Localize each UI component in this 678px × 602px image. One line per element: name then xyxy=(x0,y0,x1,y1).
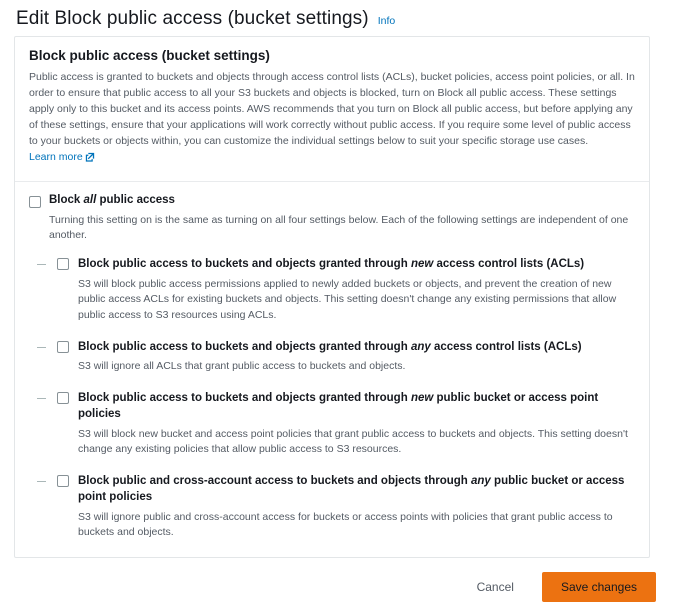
block-all-public-access-help: Turning this setting on is the same as turning on all four settings below. Each of the following settings are independent of one another. xyxy=(49,213,629,242)
label-before: Block xyxy=(49,193,84,206)
page-header xyxy=(14,0,664,36)
tree-branch-icon xyxy=(37,347,46,348)
label-after: access control lists (ACLs) xyxy=(430,340,582,353)
page-title: Edit Block public access (bucket settings) xyxy=(16,8,369,29)
sub-setting-new-acls-checkbox[interactable] xyxy=(57,258,69,270)
info-link[interactable]: Info xyxy=(377,15,396,27)
label-emphasis: any xyxy=(471,475,491,488)
label-before: Block public access to buckets and objects granted through xyxy=(78,258,411,271)
sub-settings-list xyxy=(37,256,635,541)
sub-setting-new-acls-label xyxy=(78,256,635,272)
sub-setting-any-acls-checkbox[interactable] xyxy=(57,341,69,353)
label-after: public access xyxy=(96,193,175,206)
learn-more-label: Learn more xyxy=(29,150,83,163)
block-all-public-access-label xyxy=(49,194,175,206)
sub-setting-new-policies-help: S3 will block new bucket and access point policies that grant public access to buckets and objects. This setting doesn't change any existing policies that allow public access to S3 resources. xyxy=(78,427,628,456)
sub-setting-any-policies-help: S3 will ignore public and cross-account access for buckets or access points with policies that grant public access to buckets and objects. xyxy=(78,510,613,539)
label-before: Block public and cross-account access to buckets and objects through xyxy=(78,475,472,488)
sub-setting-any-acls[interactable] xyxy=(37,339,635,375)
form-actions xyxy=(14,572,664,602)
label-emphasis: any xyxy=(410,340,431,353)
label-emphasis: all xyxy=(83,193,97,206)
tree-branch-icon xyxy=(37,398,46,399)
card-description xyxy=(29,70,635,168)
sub-setting-new-policies-text xyxy=(78,390,635,458)
label-before: Block public access to buckets and objects granted through xyxy=(78,391,411,404)
sub-setting-any-policies-label xyxy=(78,473,635,506)
external-link-icon xyxy=(85,152,95,168)
sub-setting-new-policies[interactable] xyxy=(37,390,635,458)
block-public-access-card xyxy=(14,36,650,558)
sub-setting-new-acls[interactable] xyxy=(37,256,635,324)
learn-more-link[interactable] xyxy=(29,151,95,163)
sub-setting-new-acls-help: S3 will block public access permissions applied to newly added buckets or objects, and prevent the creation of new public access ACLs for existing buckets and objects. This setting doesn't change any existing permissions that allow public access to S3 resources using ACLs. xyxy=(78,277,617,322)
label-before: Block public access to buckets and objects granted through xyxy=(78,340,411,353)
label-emphasis: new xyxy=(410,391,434,404)
sub-setting-any-acls-help: S3 will ignore all ACLs that grant public access to buckets and objects. xyxy=(78,360,406,373)
sub-setting-any-policies[interactable] xyxy=(37,473,635,541)
tree-branch-icon xyxy=(37,264,46,265)
tree-branch-icon xyxy=(37,481,46,482)
block-all-public-access-checkbox[interactable] xyxy=(29,196,41,208)
label-after: access control lists (ACLs) xyxy=(433,258,585,271)
save-changes-button[interactable]: Save changes xyxy=(542,572,656,602)
sub-setting-any-policies-text xyxy=(78,473,635,541)
sub-setting-new-policies-label xyxy=(78,390,635,423)
cancel-button[interactable]: Cancel xyxy=(467,574,524,600)
card-description-text: Public access is granted to buckets and objects through access control lists (ACLs), bucket policies, access point policies, or all. In order to ensure that public access to all your S3 buckets and objects is blocked, turn on Block all public access. These settings apply only to this bucket and its access points. AWS recommends that you turn on Block all public access, but before applying any of these settings, ensure that your applications will work correctly without public access. If you require some level of public access to your buckets or objects within, you can customize the individual settings below to suit your specific storage use cases. xyxy=(29,71,635,147)
sub-setting-any-policies-checkbox[interactable] xyxy=(57,475,69,487)
sub-setting-new-acls-text xyxy=(78,256,635,324)
card-title: Block public access (bucket settings) xyxy=(29,48,270,63)
label-after: public bucket or access point policies xyxy=(78,475,625,504)
label-emphasis: new xyxy=(410,258,434,271)
sub-setting-any-acls-text xyxy=(78,339,582,375)
label-after: public bucket or access point policies xyxy=(78,391,599,421)
card-body xyxy=(15,182,649,557)
block-all-public-access-row[interactable] xyxy=(29,194,635,208)
sub-setting-new-policies-checkbox[interactable] xyxy=(57,392,69,404)
sub-setting-any-acls-label xyxy=(78,339,582,355)
card-header xyxy=(15,37,649,182)
